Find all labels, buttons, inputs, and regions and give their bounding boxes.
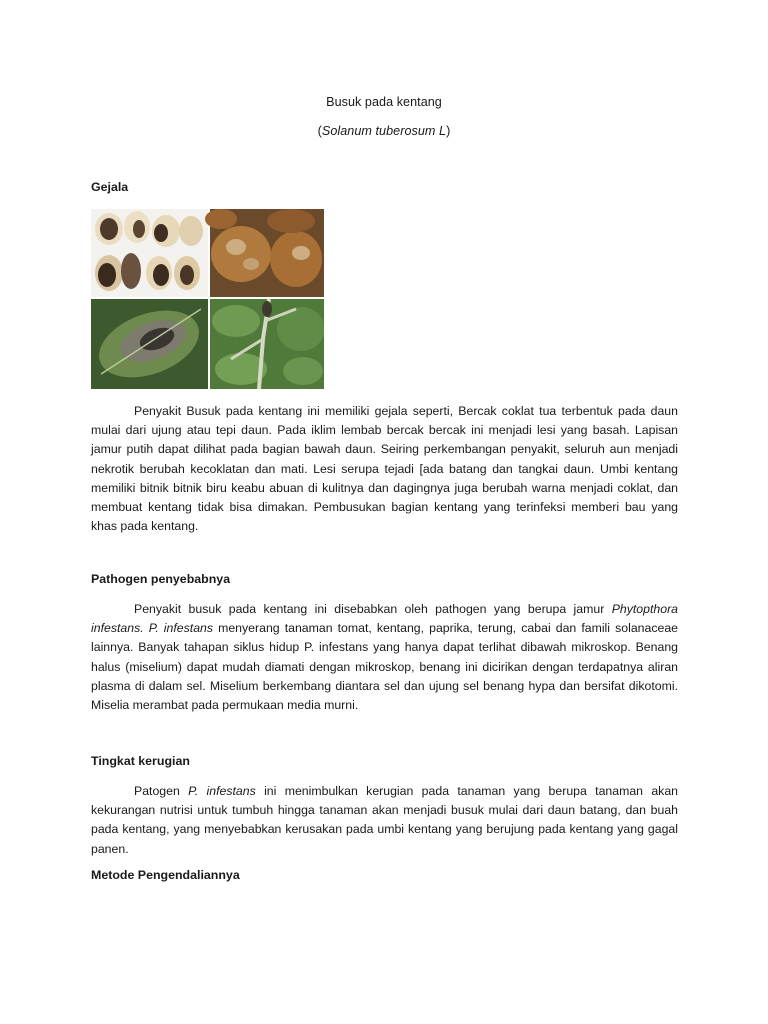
subtitle-close: )	[446, 124, 451, 138]
photo-infected-tubers	[205, 209, 324, 297]
paragraph-pathogen-text-1: Penyakit busuk pada kentang ini disebabkan oleh pathogen yang berupa jamur	[134, 602, 612, 616]
photo-blighted-leaf	[91, 298, 208, 389]
symptom-photo-collage	[91, 209, 324, 389]
document-subtitle	[0, 124, 768, 138]
photo-stem-leaves	[210, 299, 324, 389]
photo-sliced-tubers	[91, 209, 208, 297]
heading-pengendalian: Metode Pengendaliannya	[91, 868, 240, 882]
paragraph-pathogen-text-2: menyerang tanaman tomat, kentang, paprika, terung, cabai dan famili solanaceae lainnya. Banyak tahapan siklus hidup P. infestans yang hanya dapat terlihat dibawah mikroskop. Benang halus (miselium) dapat mudah diamati dengan mikroskop, benang ini dicirikan dengan terdapatnya aliran plasma di dalam sel. Miselium berkembang diantara sel dan ujung sel benang hypa dan bersifat dikotomi. Miselia merambat pada permukaan media murni.	[91, 621, 678, 713]
paragraph-kerugian-text-1: Patogen	[134, 784, 189, 798]
paragraph-kerugian-italic: P. infestans	[188, 784, 256, 798]
subtitle-italic: Solanum tuberosum L	[321, 124, 447, 138]
document-title: Busuk pada kentang	[326, 95, 442, 109]
heading-gejala: Gejala	[91, 180, 129, 194]
subtitle-open: (	[317, 124, 322, 138]
paragraph-kerugian	[91, 782, 678, 859]
heading-pathogen: Pathogen penyebabnya	[91, 572, 231, 586]
paragraph-pathogen-italic: Phytopthora infestans. P. infestans	[91, 602, 678, 636]
paragraph-gejala-text: Penyakit Busuk pada kentang ini memiliki gejala seperti, Bercak coklat tua terbentuk pada daun mulai dari ujung atau tepi daun. Pada iklim lembab bercak bercak ini menjadi lesi yang basah. Lapisan jamur putih dapat dilihat pada bagian bawah daun. Seiring perkembangan penyakit, seluruh aun menjadi nekrotik berubah kecoklatan dan mati. Lesi serupa tejadi [ada batang dan tangkai daun. Umbi kentang memiliki bitnik bitnik biru keabu abuan di kulitnya dan dagingnya juga berubah warna menjadi coklat, dan membuat kentang tidak bisa dimakan. Pembusukan bagian kentang yang terinfeksi memberi bau yang khas pada kentang.	[91, 404, 678, 534]
paragraph-pathogen	[91, 600, 678, 715]
paragraph-gejala	[91, 402, 678, 536]
paragraph-kerugian-text-2: ini menimbulkan kerugian pada tanaman yang berupa tanaman akan kekurangan nutrisi untuk tumbuh hingga tanaman akan menjadi busuk mulai dari daun batang, dan buah pada kentang, yang menyebabkan kerusakan pada umbi kentang yang berujung pada kentang yang gagal panen.	[91, 784, 679, 856]
heading-kerugian: Tingkat kerugian	[91, 754, 190, 768]
